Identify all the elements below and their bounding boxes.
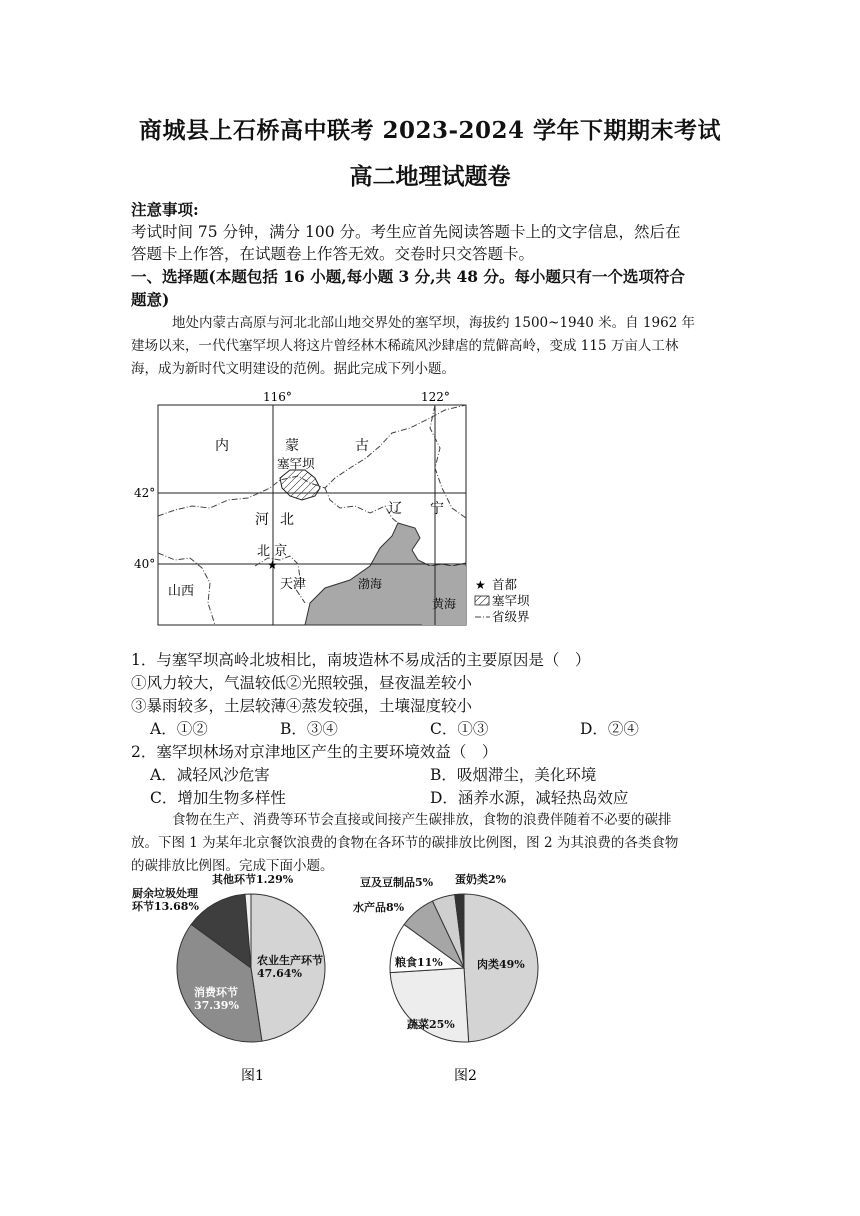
pie1-label-3: 其他环节1.29% [212, 873, 294, 886]
pie2-title: 图2 [454, 1068, 477, 1084]
pie1-label-2-line2: 环节13.68% [132, 900, 199, 913]
q1-option-a[interactable]: A．①② [150, 720, 208, 738]
lon-label-122: 122° [421, 390, 450, 404]
legend-star-icon: ★ [475, 578, 486, 592]
passage1-line-2: 建场以来，一代代塞罕坝人将这片曾经林木稀疏风沙肆虐的荒僻高岭，变成 115 万亩人工林 [131, 338, 679, 354]
lon-label-116: 116° [263, 390, 292, 404]
huanghai-sea [422, 566, 466, 625]
lat-label-40: 40° [134, 557, 156, 571]
legend-boundary: 省级界 [492, 609, 530, 624]
q2-stem: 2．塞罕坝林场对京津地区产生的主要环境效益（ ） [131, 743, 498, 761]
pie1-label-0: 农业生产环节 [257, 954, 323, 967]
pie-chart-1 [120, 868, 360, 1088]
pie2-label-3: 水产品8% [353, 901, 405, 914]
label-tianjin: 天津 [280, 577, 307, 592]
legend-capital: 首都 [492, 577, 518, 592]
q1-items-2: ③暴雨较多，土层较薄④蒸发较强，土壤湿度较小 [131, 697, 473, 715]
lat-label-42: 42° [134, 486, 156, 500]
q2-option-b[interactable]: B．吸烟滞尘，美化环境 [430, 766, 597, 784]
saihanba-map [130, 388, 560, 633]
pie2-label-0: 肉类49% [477, 958, 525, 971]
notice-heading: 注意事项: [131, 200, 199, 219]
beijing-star-icon: ★ [267, 558, 278, 572]
pie1-title: 图1 [241, 1068, 264, 1084]
section-heading-line-2: 题意) [131, 290, 170, 309]
pie1-label-1-line2: 37.39% [194, 999, 239, 1012]
pie1-label-1: 消费环节 [194, 986, 238, 999]
pie-chart-2 [345, 868, 575, 1088]
q2-option-d[interactable]: D．涵养水源，减轻热岛效应 [430, 789, 629, 807]
label-he: 河 [255, 512, 269, 528]
legend-hatch-icon [475, 596, 489, 605]
label-saihanba: 塞罕坝 [277, 456, 315, 471]
label-gu: 古 [355, 438, 369, 454]
q2-option-a[interactable]: A．减轻风沙危害 [150, 766, 270, 784]
q1-option-c[interactable]: C．①③ [430, 720, 489, 738]
q1-option-d[interactable]: D．②④ [580, 720, 639, 738]
exam-title: 商城县上石桥高中联考 2023-2024 学年下期期末考试 [138, 117, 722, 144]
q1-stem: 1．与塞罕坝高岭北坡相比，南坡造林不易成活的主要原因是（ ） [131, 651, 591, 669]
pie1-label-2: 厨余垃圾处理 [132, 887, 198, 900]
notice-line-1: 考试时间 75 分钟，满分 100 分。考生应首先阅读答题卡上的文字信息，然后在 [131, 223, 681, 241]
label-bei: 北 [280, 512, 294, 528]
legend-saihanba: 塞罕坝 [492, 593, 530, 608]
label-meng: 蒙 [285, 438, 299, 454]
label-ning: 宁 [430, 501, 444, 517]
pie2-label-5: 蛋奶类2% [455, 873, 507, 886]
exam-subtitle: 高二地理试题卷 [349, 163, 511, 190]
passage2-line-1: 食物在生产、消费等环节会直接或间接产生碳排放，食物的浪费伴随着不必要的碳排 [172, 812, 672, 828]
passage2-line-2: 放。下图 1 为某年北京餐饮浪费的食物在各环节的碳排放比例图，图 2 为其浪费的各类食物 [131, 835, 679, 851]
label-shanxi: 山西 [168, 584, 195, 599]
label-huanghai: 黄海 [432, 597, 457, 611]
label-bohai: 渤海 [358, 577, 383, 591]
passage2-line-3: 的碳排放比例图。完成下面小题。 [131, 858, 334, 874]
pie2-label-1: 蔬菜25% [407, 1018, 455, 1031]
pie2-label-4: 豆及豆制品5% [360, 876, 434, 889]
section-heading-line-1: 一、选择题(本题包括 16 小题,每小题 3 分,共 48 分。每小题只有一个选项符合 [131, 267, 685, 286]
label-beijing: 北 京 [257, 544, 288, 559]
passage1-line-1: 地处内蒙古高原与河北北部山地交界处的塞罕坝，海拔约 1500~1940 米。自 1962 年 [172, 315, 696, 331]
notice-line-2: 答题卡上作答，在试题卷上作答无效。交卷时只交答题卡。 [131, 245, 535, 263]
pie1-label-0-line2: 47.64% [257, 967, 302, 980]
label-nei: 内 [215, 438, 229, 454]
label-liao: 辽 [388, 501, 402, 517]
q1-option-b[interactable]: B．③④ [280, 720, 338, 738]
q2-option-c[interactable]: C．增加生物多样性 [150, 789, 286, 807]
pie2-label-2: 粮食11% [395, 956, 443, 969]
passage1-line-3: 海，成为新时代文明建设的范例。据此完成下列小题。 [131, 361, 455, 377]
q1-items-1: ①风力较大，气温较低②光照较强，昼夜温差较小 [131, 674, 473, 692]
